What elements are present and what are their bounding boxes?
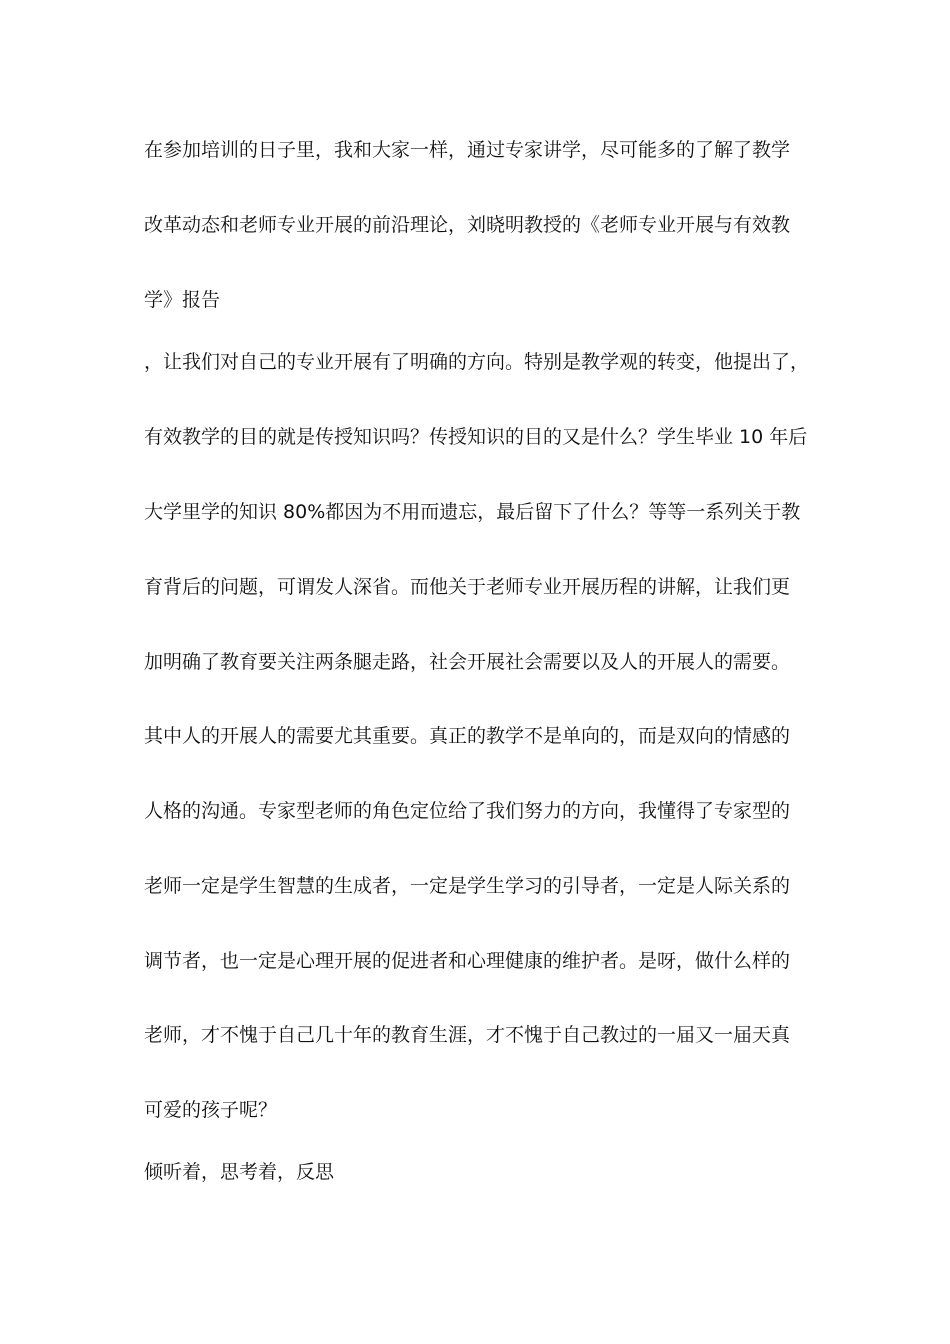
text-line: 在参加培训的日子里，我和大家一样，通过专家讲学，尽可能多的了解了教学 — [144, 139, 791, 161]
text-line: 调节者，也一定是心理开展的促进者和心理健康的维护者。是呀，做什么样的 — [144, 950, 791, 972]
text-line: 老师，才不愧于自己几十年的教育生涯，才不愧于自己教过的一届又一届天真 — [144, 1024, 791, 1046]
text-line: 倾听着，思考着，反思 — [144, 1161, 335, 1183]
text-line: 加明确了教育要关注两条腿走路，社会开展社会需要以及人的开展人的需要。 — [144, 651, 791, 673]
text-line: 学》报告 — [144, 289, 221, 311]
text-line: 人格的沟通。专家型老师的角色定位给了我们努力的方向，我懂得了专家型的 — [144, 800, 791, 822]
text-line: 改革动态和老师专业开展的前沿理论，刘晓明教授的《老师专业开展与有效教 — [144, 214, 791, 236]
text-line: 可爱的孩子呢？ — [144, 1099, 278, 1121]
text-line: 大学里学的知识 80%都因为不用而遗忘，最后留下了什么？等等一系列关于教 — [144, 501, 801, 523]
text-line: 有效教学的目的就是传授知识吗？传授知识的目的又是什么？学生毕业 10 年后 — [144, 426, 808, 448]
text-line: 老师一定是学生智慧的生成者，一定是学生学习的引导者，一定是人际关系的 — [144, 875, 791, 897]
text-line: 育背后的问题，可谓发人深省。而他关于老师专业开展历程的讲解，让我们更 — [144, 576, 791, 598]
text-line: ，让我们对自己的专业开展有了明确的方向。特别是教学观的转变，他提出了， — [144, 351, 810, 373]
text-line: 其中人的开展人的需要尤其重要。真正的教学不是单向的，而是双向的情感的 — [144, 725, 791, 747]
